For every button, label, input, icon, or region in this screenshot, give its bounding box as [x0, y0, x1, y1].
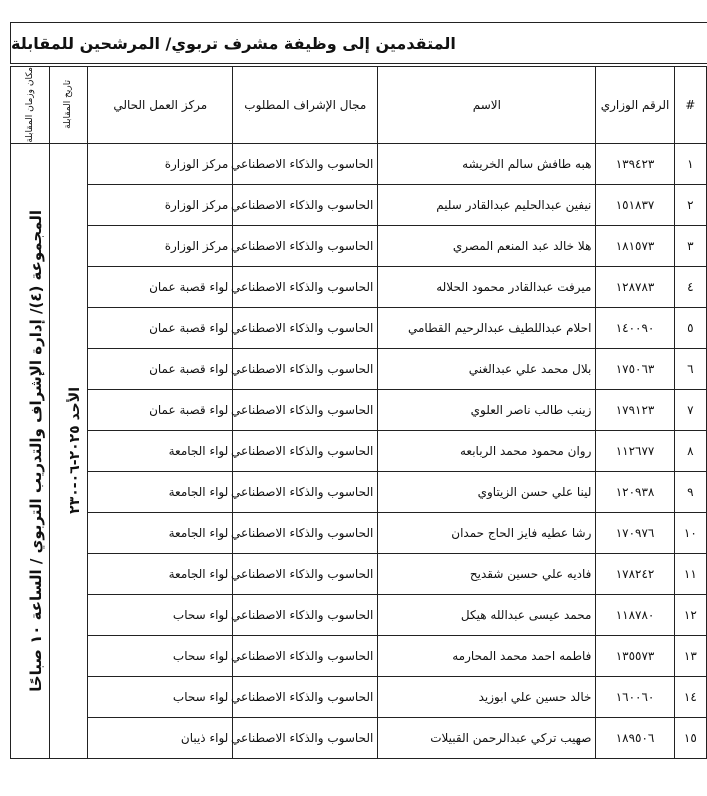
row-name: محمد عيسى عبدالله هيكل — [378, 594, 596, 635]
candidates-table — [10, 66, 707, 759]
title-text: المتقدمين إلى وظيفة مشرف تربوي/ المرشحين للمقابلة — [11, 33, 456, 53]
table-row — [11, 553, 707, 594]
table-row — [11, 266, 707, 307]
row-num: ١١ — [674, 553, 706, 594]
header-workplace: مركز العمل الحالي — [88, 67, 233, 144]
row-name: خالد حسين علي ابوزيد — [378, 676, 596, 717]
group-cell — [11, 143, 50, 758]
table-body — [11, 143, 707, 758]
table-row — [11, 594, 707, 635]
row-national-id: ١٢٨٧٨٣ — [596, 266, 674, 307]
document-title — [10, 22, 707, 64]
row-field: الحاسوب والذكاء الاصطناعي — [233, 594, 378, 635]
row-national-id: ١١٨٧٨٠ — [596, 594, 674, 635]
row-workplace: مركز الوزارة — [88, 143, 233, 184]
table-row — [11, 143, 707, 184]
row-workplace: لواء الجامعة — [88, 553, 233, 594]
table-row — [11, 717, 707, 758]
row-field: الحاسوب والذكاء الاصطناعي — [233, 266, 378, 307]
row-field: الحاسوب والذكاء الاصطناعي — [233, 471, 378, 512]
row-field: الحاسوب والذكاء الاصطناعي — [233, 184, 378, 225]
header-place — [11, 67, 50, 144]
header-field: مجال الإشراف المطلوب — [233, 67, 378, 144]
row-num: ٢ — [674, 184, 706, 225]
row-field: الحاسوب والذكاء الاصطناعي — [233, 430, 378, 471]
table-row — [11, 389, 707, 430]
row-workplace: لواء سحاب — [88, 676, 233, 717]
row-workplace: لواء الجامعة — [88, 512, 233, 553]
row-num: ٤ — [674, 266, 706, 307]
header-national-id: الرقم الوزاري — [596, 67, 674, 144]
row-workplace: لواء قصبة عمان — [88, 389, 233, 430]
row-name: فاديه علي حسين شقديح — [378, 553, 596, 594]
table-row — [11, 348, 707, 389]
table-row — [11, 184, 707, 225]
row-national-id: ١٤٠٠٩٠ — [596, 307, 674, 348]
header-row — [11, 67, 707, 144]
row-national-id: ١٨١٥٧٣ — [596, 225, 674, 266]
row-num: ٥ — [674, 307, 706, 348]
row-workplace: لواء سحاب — [88, 635, 233, 676]
row-national-id: ١٧٩١٢٣ — [596, 389, 674, 430]
row-workplace: لواء سحاب — [88, 594, 233, 635]
row-national-id: ١٧٥٠٦٣ — [596, 348, 674, 389]
row-field: الحاسوب والذكاء الاصطناعي — [233, 225, 378, 266]
row-national-id: ١٦٠٠٦٠ — [596, 676, 674, 717]
row-workplace: لواء ذيبان — [88, 717, 233, 758]
row-name: هلا خالد عبد المنعم المصري — [378, 225, 596, 266]
row-workplace: لواء الجامعة — [88, 430, 233, 471]
row-field: الحاسوب والذكاء الاصطناعي — [233, 717, 378, 758]
row-name: فاطمه احمد محمد المحارمه — [378, 635, 596, 676]
row-name: نيفين عبدالحليم عبدالقادر سليم — [378, 184, 596, 225]
row-num: ٨ — [674, 430, 706, 471]
row-national-id: ١٧٨٢٤٢ — [596, 553, 674, 594]
row-num: ٩ — [674, 471, 706, 512]
header-num: # — [674, 67, 706, 144]
row-workplace: لواء قصبة عمان — [88, 348, 233, 389]
row-field: الحاسوب والذكاء الاصطناعي — [233, 348, 378, 389]
header-date-text: تاريخ المقابلة — [63, 80, 74, 130]
row-national-id: ١٧٠٩٧٦ — [596, 512, 674, 553]
row-workplace: لواء قصبة عمان — [88, 307, 233, 348]
row-num: ٣ — [674, 225, 706, 266]
row-name: رشا عطيه فايز الحاج حمدان — [378, 512, 596, 553]
row-national-id: ١٣٥٥٧٣ — [596, 635, 674, 676]
row-workplace: لواء قصبة عمان — [88, 266, 233, 307]
row-num: ١٣ — [674, 635, 706, 676]
header-place-text: مكان وزمان المقابلة — [24, 67, 35, 143]
row-field: الحاسوب والذكاء الاصطناعي — [233, 635, 378, 676]
row-name: هبه طافش سالم الخريشه — [378, 143, 596, 184]
row-name: ميرفت عبدالقادر محمود الحلاله — [378, 266, 596, 307]
table-row — [11, 430, 707, 471]
row-num: ١٢ — [674, 594, 706, 635]
row-field: الحاسوب والذكاء الاصطناعي — [233, 553, 378, 594]
row-national-id: ١٥١٨٣٧ — [596, 184, 674, 225]
header-name: الاسم — [378, 67, 596, 144]
row-workplace: مركز الوزارة — [88, 225, 233, 266]
row-name: احلام عبداللطيف عبدالرحيم القطامي — [378, 307, 596, 348]
row-num: ١٠ — [674, 512, 706, 553]
row-name: لينا علي حسن الزيتاوي — [378, 471, 596, 512]
row-num: ١ — [674, 143, 706, 184]
interview-date: الأحد ٢٠٢٥-٠٦-٢٣٠ — [67, 387, 84, 515]
row-num: ١٥ — [674, 717, 706, 758]
row-name: صهيب تركي عبدالرحمن القبيلات — [378, 717, 596, 758]
row-workplace: لواء الجامعة — [88, 471, 233, 512]
row-field: الحاسوب والذكاء الاصطناعي — [233, 676, 378, 717]
row-national-id: ١٣٩٤٢٣ — [596, 143, 674, 184]
row-national-id: ١١٢٦٧٧ — [596, 430, 674, 471]
row-field: الحاسوب والذكاء الاصطناعي — [233, 512, 378, 553]
row-name: زينب طالب ناصر العلوي — [378, 389, 596, 430]
row-num: ٦ — [674, 348, 706, 389]
row-field: الحاسوب والذكاء الاصطناعي — [233, 389, 378, 430]
row-name: بلال محمد علي عبدالغني — [378, 348, 596, 389]
table-row — [11, 225, 707, 266]
date-cell — [49, 143, 88, 758]
row-national-id: ١٢٠٩٣٨ — [596, 471, 674, 512]
row-num: ١٤ — [674, 676, 706, 717]
row-name: روان محمود محمد الربابعه — [378, 430, 596, 471]
group-label: المجموعة (٤)/ إدارة الإشراف والتدريب التربوي / الساعة ١٠ صباحًا — [26, 209, 45, 692]
row-workplace: مركز الوزارة — [88, 184, 233, 225]
table-row — [11, 635, 707, 676]
row-national-id: ١٨٩٥٠٦ — [596, 717, 674, 758]
table-row — [11, 471, 707, 512]
table-row — [11, 512, 707, 553]
row-field: الحاسوب والذكاء الاصطناعي — [233, 307, 378, 348]
header-date — [49, 67, 88, 144]
row-num: ٧ — [674, 389, 706, 430]
table-row — [11, 307, 707, 348]
row-field: الحاسوب والذكاء الاصطناعي — [233, 143, 378, 184]
table-row — [11, 676, 707, 717]
